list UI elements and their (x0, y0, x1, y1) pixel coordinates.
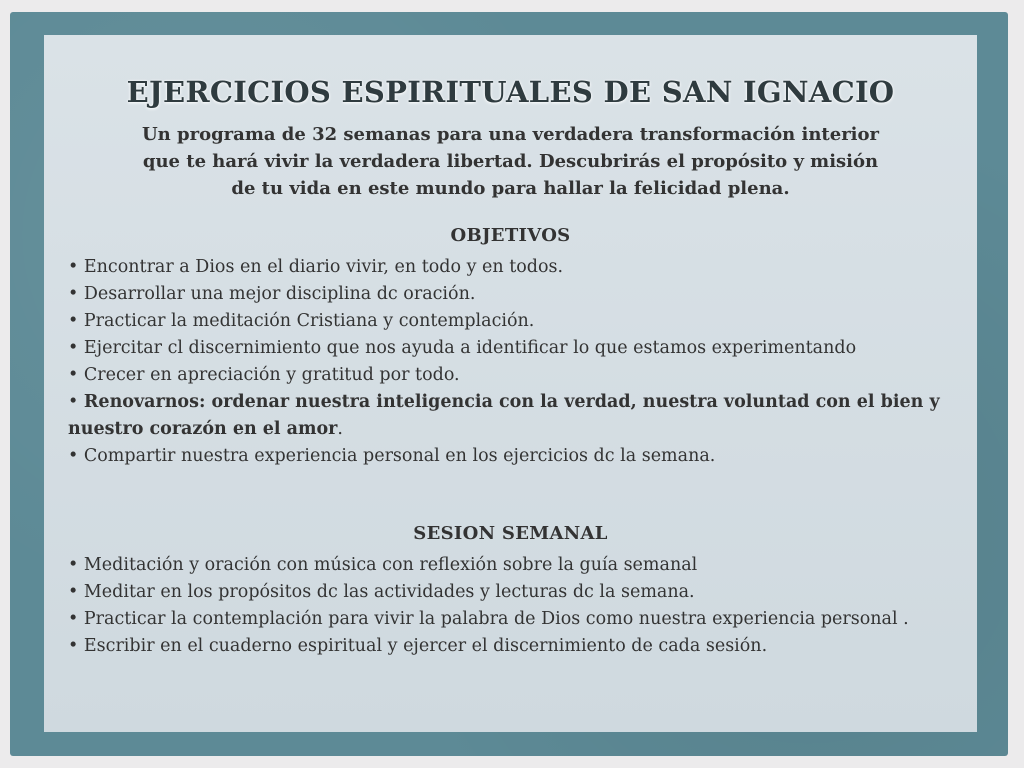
sesion-heading: SESION SEMANAL (413, 523, 608, 544)
list-item: • Meditar en los propósitos dc las actividades y lecturas dc la semana. (68, 582, 695, 602)
content-panel (44, 35, 977, 732)
list-item: • Meditación y oración con música con reflexión sobre la guía semanal (68, 555, 698, 575)
subtitle-line: que te hará vivir la verdadera libertad. Descubrirás el propósito y misión (142, 151, 879, 172)
bold-text: Renovarnos: ordenar nuestra inteligencia con la verdad, nuestra voluntad con el bien y nuestro corazón en el amor (68, 392, 940, 439)
subtitle-line: de tu vida en este mundo para hallar la felicidad plena. (231, 178, 790, 199)
list-item: • Desarrollar una mejor disciplina dc oración. (68, 284, 476, 304)
list-item: • Compartir nuestra experiencia personal en los ejercicios dc la semana. (68, 446, 716, 466)
bullet: • (68, 392, 84, 412)
subtitle (74, 121, 947, 202)
list-item: • Encontrar a Dios en el diario vivir, en todo y en todos. (68, 257, 564, 277)
list-item: • Practicar la contemplación para vivir la palabra de Dios como nuestra experiencia personal . (68, 609, 909, 629)
objetivos-heading: OBJETIVOS (450, 225, 571, 246)
list-item: • Ejercitar cl discernimiento que nos ayuda a identificar lo que estamos experimentando (68, 338, 857, 358)
list-item: • Practicar la meditación Cristiana y contemplación. (68, 311, 535, 331)
page-title: EJERCICIOS ESPIRITUALES DE SAN IGNACIO (126, 75, 895, 109)
sesion-list (68, 552, 958, 660)
bold-suffix: . (337, 419, 343, 439)
list-item: • Crecer en apreciación y gratitud por todo. (68, 365, 460, 385)
list-item-bold (68, 389, 958, 443)
subtitle-line: Un programa de 32 semanas para una verdadera transformación interior (141, 124, 880, 145)
objetivos-list (68, 254, 958, 470)
list-item: • Escribir en el cuaderno espiritual y ejercer el discernimiento de cada sesión. (68, 636, 768, 656)
